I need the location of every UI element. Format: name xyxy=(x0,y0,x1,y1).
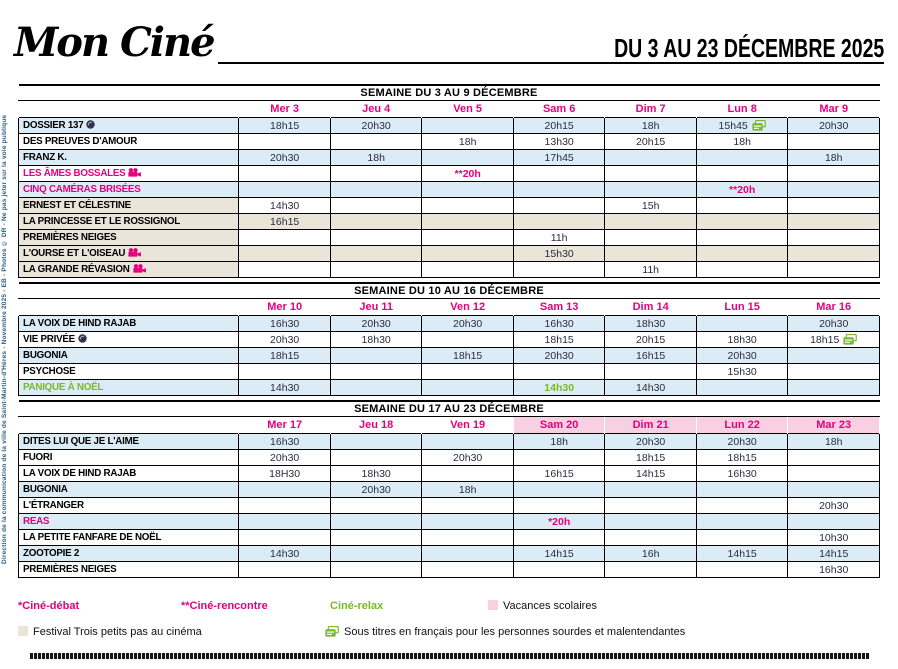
film-title: PANIQUE À NOËL xyxy=(19,380,239,396)
film-row xyxy=(19,364,880,380)
film-title: PREMIÈRES NEIGES xyxy=(19,562,239,578)
time-cell: 18h15 xyxy=(696,450,788,466)
header xyxy=(14,14,884,64)
audio-description-icon xyxy=(78,334,87,343)
film-row xyxy=(19,498,880,514)
time-cell xyxy=(239,182,331,198)
time-cell: 15h30 xyxy=(696,364,788,380)
day-header: Sam 6 xyxy=(513,101,605,118)
day-header: Jeu 4 xyxy=(330,101,422,118)
film-row xyxy=(19,450,880,466)
film-row xyxy=(19,514,880,530)
time-cell: 20h30 xyxy=(788,498,880,514)
film-row xyxy=(19,482,880,498)
time-cell xyxy=(788,214,880,230)
time-cell: 20h30 xyxy=(330,482,422,498)
day-header: Lun 15 xyxy=(696,299,788,316)
time-cell xyxy=(422,230,514,246)
time-cell xyxy=(239,230,331,246)
time-cell xyxy=(422,246,514,262)
film-row xyxy=(19,150,880,166)
time-cell xyxy=(330,262,422,278)
time-cell: 11h xyxy=(513,230,605,246)
time-cell xyxy=(513,562,605,578)
film-title: PREMIÈRES NEIGES xyxy=(19,230,239,246)
time-cell: 14h30 xyxy=(605,380,697,396)
time-cell: 14h15 xyxy=(788,546,880,562)
day-header: Dim 7 xyxy=(605,101,697,118)
time-cell: 14h15 xyxy=(513,546,605,562)
time-cell xyxy=(422,214,514,230)
time-cell xyxy=(330,348,422,364)
time-cell: 15h45 xyxy=(696,118,788,134)
time-cell xyxy=(605,364,697,380)
week-title: SEMAINE DU 10 AU 16 DÉCEMBRE xyxy=(19,283,880,299)
time-cell: 16h30 xyxy=(239,316,331,332)
time-cell: **20h xyxy=(422,166,514,182)
time-cell: 10h30 xyxy=(788,530,880,546)
time-cell: 20h30 xyxy=(513,348,605,364)
festival-color-swatch xyxy=(18,626,28,636)
day-header: Mar 23 xyxy=(788,417,880,434)
time-cell: 20h30 xyxy=(330,118,422,134)
legend-subtitles xyxy=(325,626,685,638)
time-cell: 13h30 xyxy=(513,134,605,150)
logo-mon-cine: Mon Ciné xyxy=(14,19,214,66)
film-row xyxy=(19,118,880,134)
day-header: Ven 19 xyxy=(422,417,514,434)
time-cell xyxy=(605,166,697,182)
time-cell xyxy=(422,182,514,198)
day-header: Lun 22 xyxy=(696,417,788,434)
vacation-color-swatch xyxy=(488,600,498,610)
film-row xyxy=(19,466,880,482)
film-row xyxy=(19,214,880,230)
time-cell xyxy=(605,514,697,530)
time-cell xyxy=(788,246,880,262)
time-cell xyxy=(696,316,788,332)
time-cell xyxy=(239,246,331,262)
audio-description-icon xyxy=(86,120,95,129)
day-header: Sam 20 xyxy=(513,417,605,434)
time-cell: 18h xyxy=(422,134,514,150)
time-cell xyxy=(605,182,697,198)
time-cell xyxy=(605,214,697,230)
film-row xyxy=(19,332,880,348)
time-cell: 18h xyxy=(788,150,880,166)
film-title: BUGONIA xyxy=(19,482,239,498)
film-title: ZOOTOPIE 2 xyxy=(19,546,239,562)
time-cell: 18h15 xyxy=(422,348,514,364)
time-cell: 16h30 xyxy=(696,466,788,482)
time-cell xyxy=(239,262,331,278)
day-header: Mer 10 xyxy=(239,299,331,316)
time-cell xyxy=(330,434,422,450)
week-table-1 xyxy=(18,84,880,278)
film-title: DITES LUI QUE JE L'AIME xyxy=(19,434,239,450)
time-cell: 18h15 xyxy=(239,118,331,134)
time-cell xyxy=(422,262,514,278)
time-cell xyxy=(696,562,788,578)
time-cell: 18h30 xyxy=(330,332,422,348)
subtitles-icon xyxy=(843,334,857,345)
time-cell: 20h30 xyxy=(239,332,331,348)
week-title-row xyxy=(19,85,880,101)
legend-cine-debat: *Ciné-débat xyxy=(18,600,80,612)
time-cell xyxy=(330,134,422,150)
time-cell: 20h30 xyxy=(788,316,880,332)
time-cell: 16h15 xyxy=(239,214,331,230)
time-cell: 14h30 xyxy=(239,198,331,214)
film-row xyxy=(19,182,880,198)
week-table-3 xyxy=(18,400,880,578)
time-cell xyxy=(605,482,697,498)
time-cell xyxy=(696,166,788,182)
time-cell: 18h xyxy=(330,150,422,166)
time-cell xyxy=(605,562,697,578)
filmstrip-decoration xyxy=(30,653,870,659)
time-cell xyxy=(330,450,422,466)
time-cell xyxy=(788,482,880,498)
time-cell xyxy=(605,230,697,246)
time-cell: 14h15 xyxy=(605,466,697,482)
time-cell: 18h xyxy=(422,482,514,498)
time-cell xyxy=(788,198,880,214)
legend-cine-rencontre: **Ciné-rencontre xyxy=(181,600,268,612)
time-cell xyxy=(422,118,514,134)
time-cell xyxy=(239,498,331,514)
time-cell xyxy=(239,562,331,578)
camera-icon xyxy=(133,264,146,273)
time-cell: 20h30 xyxy=(239,150,331,166)
film-title: DES PREUVES D'AMOUR xyxy=(19,134,239,150)
time-cell: 18h30 xyxy=(605,316,697,332)
time-cell: 14h30 xyxy=(513,380,605,396)
legend-cine-relax: Ciné-relax xyxy=(330,600,384,612)
film-row xyxy=(19,166,880,182)
time-cell: 18h15 xyxy=(513,332,605,348)
day-header: Sam 13 xyxy=(513,299,605,316)
film-title: LES ÂMES BOSSALES xyxy=(19,166,239,182)
film-title: FRANZ K. xyxy=(19,150,239,166)
time-cell: 20h15 xyxy=(605,134,697,150)
time-cell: 18h15 xyxy=(239,348,331,364)
time-cell: 16h xyxy=(605,546,697,562)
film-title: CINQ CAMÉRAS BRISÉES xyxy=(19,182,239,198)
day-header-corner xyxy=(19,417,239,434)
credit-vertical-text: Direction de la communication de la ville de Saint-Martin-d'Hères - Novembre 2025 - EB - Photos © DR - Ne pas jeter sur la voie publique xyxy=(1,114,8,564)
day-header: Lun 8 xyxy=(696,101,788,118)
time-cell: 20h30 xyxy=(330,316,422,332)
time-cell xyxy=(422,364,514,380)
day-header: Ven 12 xyxy=(422,299,514,316)
time-cell xyxy=(513,364,605,380)
time-cell xyxy=(513,262,605,278)
time-cell xyxy=(696,230,788,246)
time-cell: 16h30 xyxy=(788,562,880,578)
week-title: SEMAINE DU 17 AU 23 DÉCEMBRE xyxy=(19,401,880,417)
time-cell xyxy=(330,182,422,198)
time-cell: 18h xyxy=(696,134,788,150)
film-title: L'OURSE ET L'OISEAU xyxy=(19,246,239,262)
time-cell: 20h30 xyxy=(422,316,514,332)
time-cell xyxy=(696,262,788,278)
time-cell: 20h30 xyxy=(788,118,880,134)
time-cell xyxy=(330,246,422,262)
time-cell xyxy=(513,482,605,498)
week-title-row xyxy=(19,401,880,417)
camera-icon xyxy=(128,248,141,257)
legend-festival-label: Festival Trois petits pas au cinéma xyxy=(33,626,202,638)
film-title: FUORI xyxy=(19,450,239,466)
day-header: Dim 21 xyxy=(605,417,697,434)
time-cell xyxy=(696,150,788,166)
time-cell: 20h30 xyxy=(696,348,788,364)
time-cell: *20h xyxy=(513,514,605,530)
time-cell xyxy=(788,514,880,530)
day-header: Mer 17 xyxy=(239,417,331,434)
film-row xyxy=(19,530,880,546)
film-title: LA PETITE FANFARE DE NOËL xyxy=(19,530,239,546)
time-cell xyxy=(330,546,422,562)
time-cell xyxy=(330,530,422,546)
day-header-row xyxy=(19,299,880,316)
time-cell xyxy=(788,262,880,278)
time-cell: 18h30 xyxy=(330,466,422,482)
time-cell xyxy=(330,214,422,230)
time-cell xyxy=(788,466,880,482)
time-cell: 18h xyxy=(788,434,880,450)
film-row xyxy=(19,562,880,578)
time-cell xyxy=(696,214,788,230)
day-header: Mar 9 xyxy=(788,101,880,118)
time-cell xyxy=(422,514,514,530)
time-cell xyxy=(788,450,880,466)
time-cell xyxy=(330,380,422,396)
time-cell: 20h30 xyxy=(239,450,331,466)
film-row xyxy=(19,230,880,246)
time-cell: 18H30 xyxy=(239,466,331,482)
time-cell xyxy=(696,514,788,530)
film-title: VIE PRIVÉE xyxy=(19,332,239,348)
time-cell: 18h xyxy=(513,434,605,450)
time-cell: 18h xyxy=(605,118,697,134)
time-cell xyxy=(788,166,880,182)
time-cell xyxy=(788,380,880,396)
time-cell xyxy=(422,380,514,396)
day-header-row xyxy=(19,417,880,434)
time-cell xyxy=(422,198,514,214)
date-range-title: DU 3 AU 23 DÉCEMBRE 2025 xyxy=(613,33,884,63)
time-cell: **20h xyxy=(696,182,788,198)
time-cell xyxy=(788,230,880,246)
day-header: Ven 5 xyxy=(422,101,514,118)
film-title: DOSSIER 137 xyxy=(19,118,239,134)
day-header: Mer 3 xyxy=(239,101,331,118)
time-cell xyxy=(422,546,514,562)
legend-vacances xyxy=(488,600,597,612)
time-cell xyxy=(788,182,880,198)
time-cell: 15h30 xyxy=(513,246,605,262)
time-cell xyxy=(422,498,514,514)
time-cell xyxy=(513,530,605,546)
time-cell xyxy=(239,166,331,182)
time-cell: 20h15 xyxy=(513,118,605,134)
week-title-row xyxy=(19,283,880,299)
legend-festival xyxy=(18,626,202,638)
time-cell xyxy=(239,364,331,380)
time-cell: 16h30 xyxy=(239,434,331,450)
film-title: LA VOIX DE HIND RAJAB xyxy=(19,316,239,332)
film-title: LA PRINCESSE ET LE ROSSIGNOL xyxy=(19,214,239,230)
time-cell xyxy=(330,166,422,182)
day-header-corner xyxy=(19,299,239,316)
film-row xyxy=(19,134,880,150)
time-cell: 14h15 xyxy=(696,546,788,562)
subtitles-icon xyxy=(752,120,766,131)
time-cell: 20h15 xyxy=(605,332,697,348)
time-cell xyxy=(330,198,422,214)
film-title: BUGONIA xyxy=(19,348,239,364)
time-cell xyxy=(696,498,788,514)
time-cell: 14h30 xyxy=(239,380,331,396)
time-cell xyxy=(422,332,514,348)
time-cell xyxy=(422,562,514,578)
film-title: L'ÉTRANGER xyxy=(19,498,239,514)
time-cell xyxy=(422,466,514,482)
time-cell: 15h xyxy=(605,198,697,214)
time-cell xyxy=(605,498,697,514)
time-cell xyxy=(696,482,788,498)
film-row xyxy=(19,348,880,364)
time-cell xyxy=(422,530,514,546)
week-title: SEMAINE DU 3 AU 9 DÉCEMBRE xyxy=(19,85,880,101)
time-cell xyxy=(605,246,697,262)
day-header: Mar 16 xyxy=(788,299,880,316)
time-cell xyxy=(605,150,697,166)
film-title: REAS xyxy=(19,514,239,530)
day-header-row xyxy=(19,101,880,118)
time-cell: 18h15 xyxy=(605,450,697,466)
time-cell xyxy=(513,166,605,182)
week-table-2 xyxy=(18,282,880,396)
day-header-corner xyxy=(19,101,239,118)
legend-subtitles-label: Sous titres en français pour les personnes sourdes et malentendantes xyxy=(344,626,686,638)
time-cell: 16h30 xyxy=(513,316,605,332)
film-row xyxy=(19,546,880,562)
time-cell xyxy=(239,530,331,546)
film-row xyxy=(19,262,880,278)
time-cell xyxy=(513,450,605,466)
film-title: ERNEST ET CÉLESTINE xyxy=(19,198,239,214)
time-cell: 11h xyxy=(605,262,697,278)
film-title: LA GRANDE RÉVASION xyxy=(19,262,239,278)
time-cell xyxy=(513,198,605,214)
film-row xyxy=(19,198,880,214)
time-cell xyxy=(513,498,605,514)
schedule-tables xyxy=(18,84,880,582)
time-cell xyxy=(788,348,880,364)
time-cell xyxy=(696,530,788,546)
time-cell xyxy=(788,134,880,150)
time-cell: 18h15 xyxy=(788,332,880,348)
time-cell xyxy=(422,150,514,166)
day-header: Jeu 18 xyxy=(330,417,422,434)
time-cell xyxy=(239,134,331,150)
time-cell: 18h30 xyxy=(696,332,788,348)
time-cell xyxy=(788,364,880,380)
film-row xyxy=(19,316,880,332)
time-cell xyxy=(696,198,788,214)
legend-vacances-label: Vacances scolaires xyxy=(503,600,597,612)
time-cell xyxy=(330,364,422,380)
time-cell xyxy=(696,380,788,396)
day-header: Dim 14 xyxy=(605,299,697,316)
time-cell xyxy=(330,562,422,578)
time-cell xyxy=(330,230,422,246)
time-cell xyxy=(239,514,331,530)
time-cell xyxy=(605,530,697,546)
legend xyxy=(0,600,898,652)
time-cell: 17h45 xyxy=(513,150,605,166)
time-cell: 20h30 xyxy=(605,434,697,450)
time-cell: 20h30 xyxy=(422,450,514,466)
time-cell: 16h15 xyxy=(513,466,605,482)
time-cell: 20h30 xyxy=(696,434,788,450)
header-rule xyxy=(218,12,884,64)
time-cell xyxy=(513,182,605,198)
time-cell: 14h30 xyxy=(239,546,331,562)
film-row xyxy=(19,380,880,396)
time-cell xyxy=(696,246,788,262)
time-cell: 16h15 xyxy=(605,348,697,364)
camera-icon xyxy=(128,168,141,177)
film-title: LA VOIX DE HIND RAJAB xyxy=(19,466,239,482)
time-cell xyxy=(513,214,605,230)
film-row xyxy=(19,246,880,262)
time-cell xyxy=(239,482,331,498)
subtitles-icon xyxy=(325,626,339,637)
day-header: Jeu 11 xyxy=(330,299,422,316)
time-cell xyxy=(330,498,422,514)
time-cell xyxy=(422,434,514,450)
time-cell xyxy=(330,514,422,530)
film-title: PSYCHOSE xyxy=(19,364,239,380)
film-row xyxy=(19,434,880,450)
